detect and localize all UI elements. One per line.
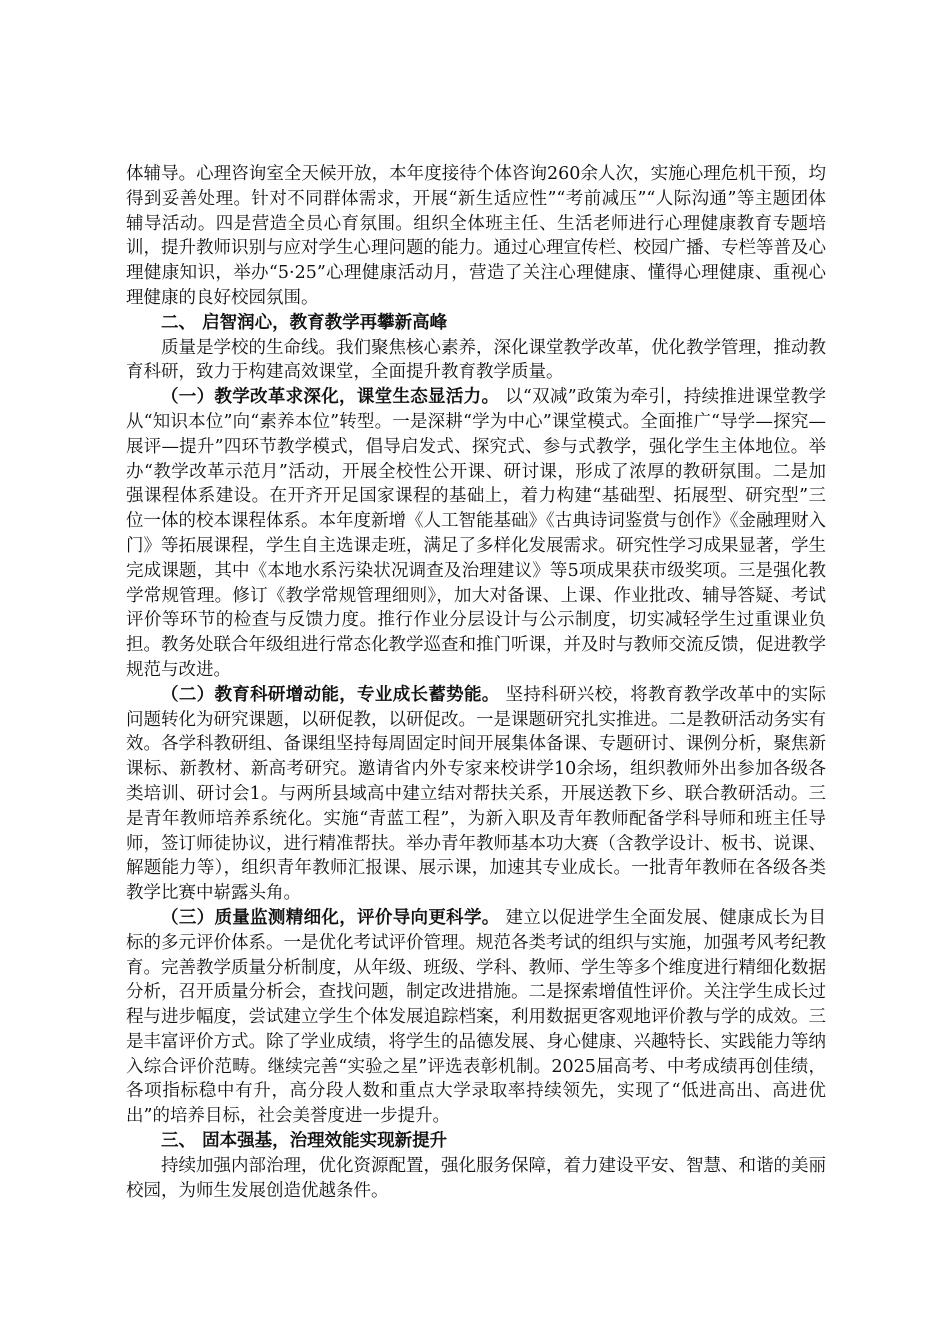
subsection-body-research: 坚持科研兴校，将教育教学改革中的实际问题转化为研究课题，以研促教，以研促改。一是课题研究扎实推进。二是教研活动务实有效。各学科教研组、备课组坚持每周固定时间开展集体备课、专题研讨、课例分析，聚焦新课标、新教材、新高考研究。邀请省内外专家来校讲学10余场，组织教师外出参加各级各类培训、研讨会1。与两所县域高中建立结对帮扶关系，开展送教下乡、联合教研活动。三是青年教师培养系统化。实施“青蓝工程”，为新入职及青年教师配备学科导师和班主任导师，签订师徒协议，进行精准帮扶。举办青年教师基本功大赛（含教学设计、板书、说课、解题能力等），组织青年教师汇报课、展示课，加速其专业成长。一批青年教师在各级各类教学比赛中崭露头角。 xyxy=(126,684,827,904)
paragraph-quality-monitoring xyxy=(126,906,826,1129)
paragraph-teaching-intro: 质量是学校的生命线。我们聚焦核心素养，深化课堂教学改革，优化教学管理，推动教育科研，致力于构建高效课堂，全面提升教育教学质量。 xyxy=(126,337,826,383)
paragraph-research xyxy=(126,683,826,906)
subsection-body-reform: 以“双减”政策为牵引，持续推进课堂教学从“知识本位”向“素养本位”转型。一是深耕“学为中心”课堂模式。全面推广“导学—探究—展评—提升”四环节教学模式，倡导启发式、探究式、参与式教学，强化学生主体地位。举办“教学改革示范月”活动，开展全校性公开课、研讨课，形成了浓厚的教研氛围。二是加强课程体系建设。在开齐开足国家课程的基础上，着力构建“基础型、拓展型、研究型”三位一体的校本课程体系。本年度新增《人工智能基础》《古典诗词鉴赏与创作》《金融理财入门》等拓展课程，学生自主选课走班，满足了多样化发展需求。研究性学习成果显著，学生完成课题，其中《本地水系污染状况调查及治理建议》等5项成果获市级奖项。三是强化教学常规管理。修订《教学常规管理细则》，加大对备课、上课、作业批改、辅导答疑、考试评价等环节的检查与反馈力度。推行作业分层设计与公示制度，切实减轻学生过重课业负担。教务处联合年级组进行常态化教学巡查和推门听课，并及时与教师交流反馈，促进教学规范与改进。 xyxy=(126,387,826,680)
document-page xyxy=(126,162,826,1203)
subsection-title-research: （二）教育科研增动能，专业成长蓄势能。 xyxy=(161,684,500,705)
section-heading-governance: 三、 固本强基，治理效能实现新提升 xyxy=(161,1131,448,1152)
section-heading-teaching: 二、 启智润心，教育教学再攀新高峰 xyxy=(161,312,448,333)
paragraph-psychology-tail: 体辅导。心理咨询室全天候开放，本年度接待个体咨询260余人次，实施心理危机干预，均得到妥善处理。针对不同群体需求，开展“新生适应性”“考前减压”“人际沟通”等主题团体辅导活动。四是营造全员心育氛围。组织全体班主任、生活老师进行心理健康教育专题培训，提升教师识别与应对学生心理问题的能力。通过心理宣传栏、校园广播、专栏等普及心理健康知识，举办“5·25”心理健康活动月，营造了关注心理健康、懂得心理健康、重视心理健康的良好校园氛围。 xyxy=(126,164,826,308)
subsection-title-reform: （一）教学改革求深化，课堂生态显活力。 xyxy=(161,387,500,408)
subsection-body-quality: 建立以促进学生全面发展、健康成长为目标的多元评价体系。一是优化考试评价管理。规范各类考试的组织与实施，加强考风考纪教育。完善教学质量分析制度，从年级、班级、学科、教师、学生等多个维度进行精细化数据分析，召开质量分析会，查找问题，制定改进措施。二是探索增值性评价。关注学生成长过程与进步幅度，尝试建立学生个体发展追踪档案，利用数据更客观地评价教与学的成效。三是丰富评价方式。除了学业成绩，将学生的品德发展、身心健康、兴趣特长、实践能力等纳入综合评价范畴。继续完善“实验之星”评选表彰机制。2025届高考、中考成绩再创佳绩，各项指标稳中有升，高分段人数和重点大学录取率持续领先，实现了“低进高出、高进优出”的培养目标，社会美誉度进一步提升。 xyxy=(126,907,827,1127)
paragraph-teaching-reform xyxy=(126,385,826,683)
paragraph-governance-intro: 持续加强内部治理，优化资源配置，强化服务保障，着力建设平安、智慧、和谐的美丽校园，为师生发展创造优越条件。 xyxy=(126,1155,826,1201)
subsection-title-quality: （三）质量监测精细化，评价导向更科学。 xyxy=(161,907,500,928)
